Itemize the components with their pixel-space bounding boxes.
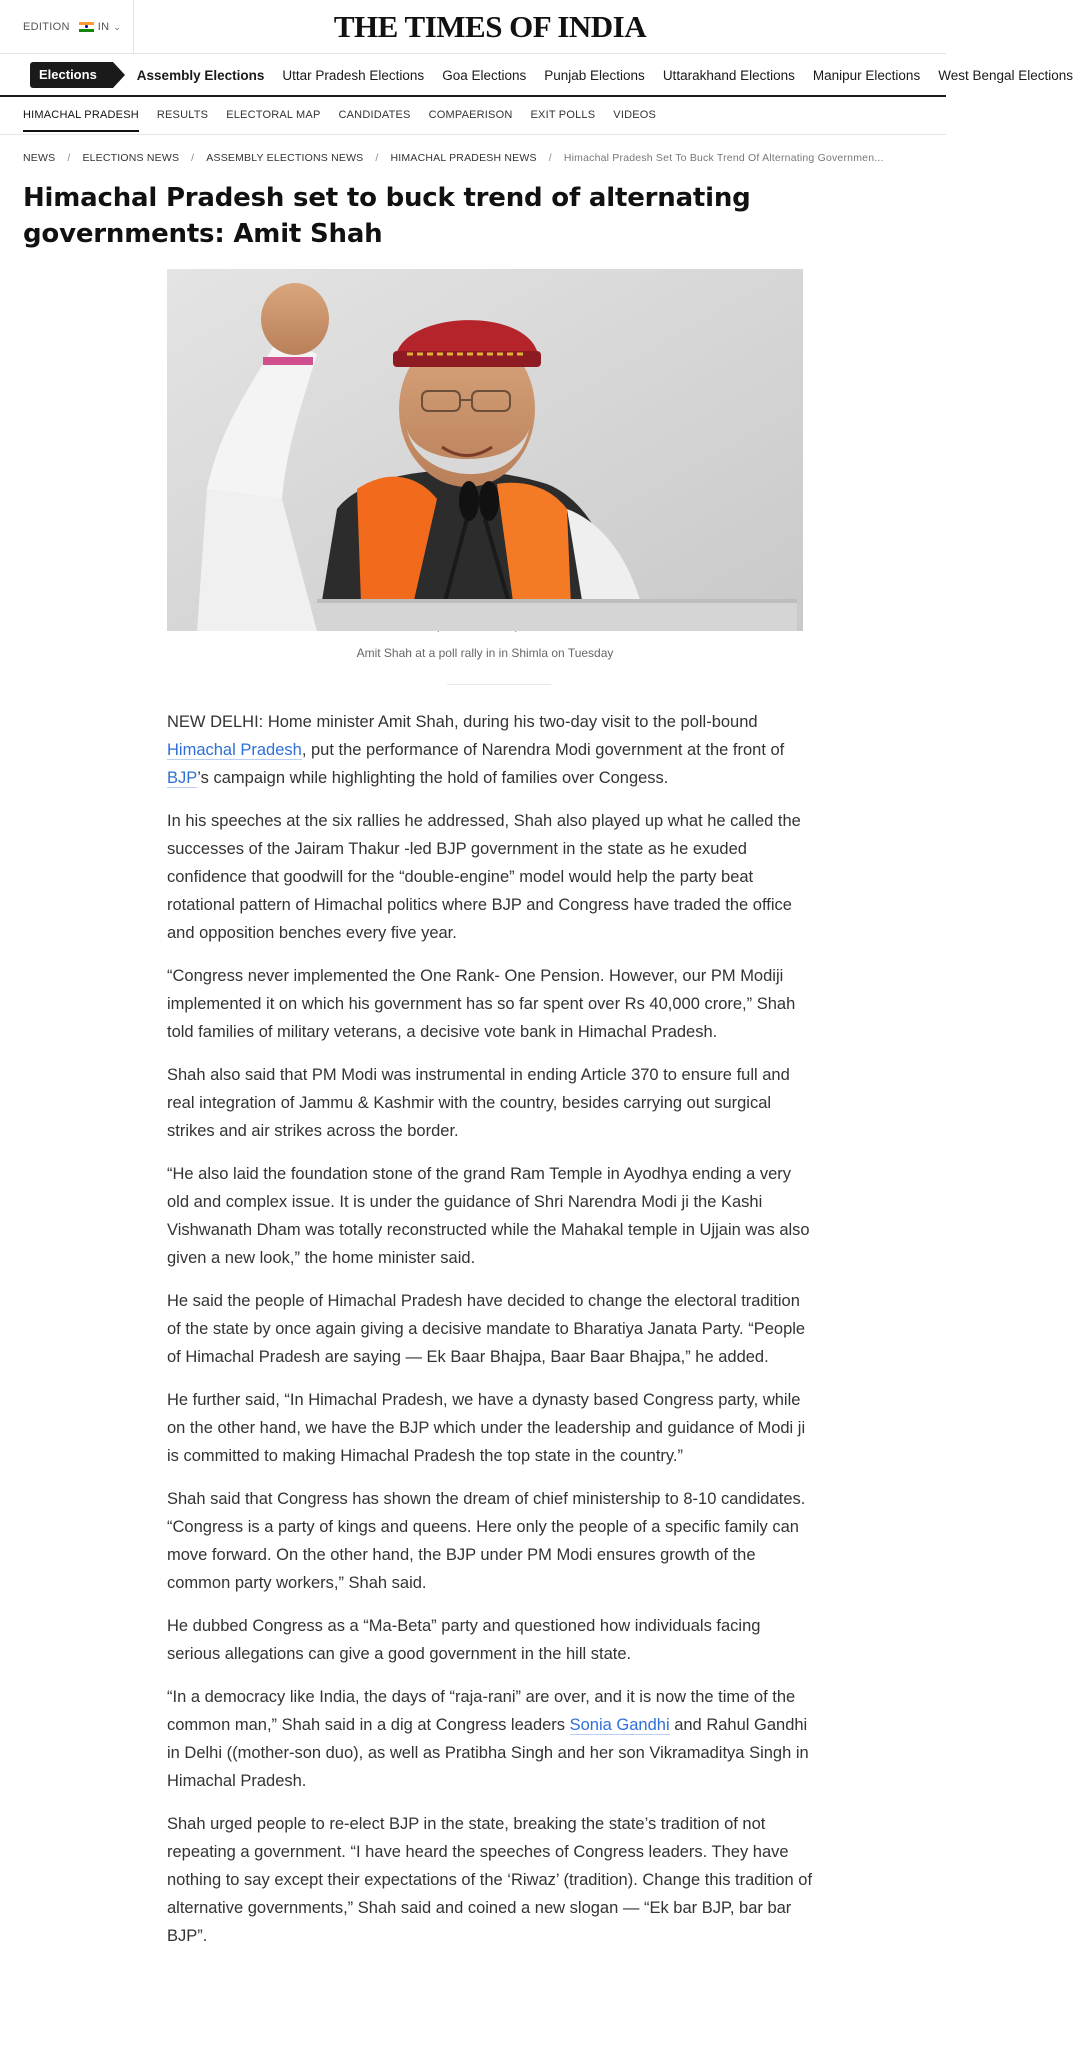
headline-line-2: governments: Amit Shah [23, 219, 383, 249]
paragraph-9: He dubbed Congress as a “Ma-Beta” party and questioned how individuals facing serious allegations can give a good government in the hill state. [167, 1617, 761, 1663]
breadcrumb-himachal-pradesh-news[interactable]: HIMACHAL PRADESH NEWS [390, 152, 537, 164]
breadcrumb-current: Himachal Pradesh Set To Buck Trend Of Alternating Governmen... [563, 152, 884, 164]
paragraph-5: “He also laid the foundation stone of the grand Ram Temple in Ayodhya ending a very old and complex issue. It is under the guidance of Shri Narendra Modi ji the Kashi Vishwanath Dham was totally reconstructed while the Mahakal temple in Ujjain was also given a new look,” the home minister said. [167, 1165, 810, 1267]
paragraph-1-text-b: , put the performance of Narendra Modi government at the front of [301, 741, 785, 759]
breadcrumb-separator: / [548, 152, 552, 164]
edition-label: EDITION [23, 21, 70, 33]
bjp-link[interactable]: BJP [167, 769, 198, 787]
paragraph-3: “Congress never implemented the One Rank- One Pension. However, our PM Modiji implemented it on which his government has so far spent over Rs 40,000 crore,” Shah told families of military veterans, a decisive vote bank in Himachal Pradesh. [167, 967, 796, 1041]
sonia-gandhi-link[interactable]: Sonia Gandhi [569, 1716, 670, 1734]
nav-item-manipur[interactable]: Manipur Elections [812, 67, 921, 83]
subnav-divider [0, 134, 946, 135]
paragraph-1-text-a: NEW DELHI: Home minister Amit Shah, during his two-day visit to the poll-bound [167, 713, 758, 731]
paragraph-7: He further said, “In Himachal Pradesh, we have a dynasty based Congress party, while on the other hand, we have the BJP which under the leadership and guidance of Modi ji is committed to making Himachal Pradesh the top state in the country.” [167, 1391, 806, 1465]
tab-exit-polls[interactable]: EXIT POLLS [530, 109, 596, 121]
breadcrumb-separator: / [375, 152, 379, 164]
speaker-photo-illustration [167, 269, 803, 631]
nav-item-goa[interactable]: Goa Elections [442, 67, 527, 83]
headline-line-1: Himachal Pradesh set to buck trend of alternating [23, 183, 751, 213]
breadcrumb-assembly-elections-news[interactable]: ASSEMBLY ELECTIONS NEWS [206, 152, 364, 164]
himachal-pradesh-link[interactable]: Himachal Pradesh [167, 741, 302, 759]
caption-divider [447, 684, 551, 685]
tab-videos[interactable]: VIDEOS [613, 109, 657, 121]
site-logo[interactable] [0, 9, 946, 45]
tab-electoral-map[interactable]: ELECTORAL MAP [226, 109, 321, 121]
tab-results[interactable]: RESULTS [156, 109, 209, 121]
site-logo-text: THE TIMES OF INDIA [333, 9, 647, 44]
tab-candidates[interactable]: CANDIDATES [338, 109, 411, 121]
paragraph-4: Shah also said that PM Modi was instrumental in ending Article 370 to ensure full and real integration of Jammu & Kashmir with the country, besides carrying out surgical strikes and air strikes across the border. [167, 1066, 790, 1140]
paragraph-10 [167, 1683, 817, 1795]
paragraph-1 [167, 708, 817, 792]
paragraph-2: In his speeches at the six rallies he addressed, Shah also played up what he called the successes of the Jairam Thakur -led BJP government in the state as he exuded confidence that goodwill for the “double-engine” model would help the party beat rotational pattern of Himachal politics where BJP and Congress have traded the office and opposition benches every five year. [167, 812, 801, 942]
nav-item-west-bengal[interactable]: West Bengal Elections [938, 67, 1073, 83]
breadcrumb-separator: / [191, 152, 195, 164]
breadcrumb-elections-news[interactable]: ELECTIONS NEWS [82, 152, 180, 164]
tab-himachal-pradesh[interactable]: HIMACHAL PRADESH [23, 98, 139, 132]
edition-value: IN [97, 21, 110, 33]
nav-item-assembly-elections[interactable]: Assembly Elections [136, 67, 265, 83]
lead-image [167, 269, 803, 631]
paragraph-10-text-a: “In a democracy like India, the days of “raja-rani” are over, and it is now the time of the common man,” Shah said in a dig at Congress leaders [167, 1688, 796, 1734]
paragraph-11: Shah urged people to re-elect BJP in the state, breaking the state’s tradition of not repeating a government. “I have heard the speeches of Congress leaders. They have nothing to say except their expectations of the ‘Riwaz’ (tradition). Change this tradition of alternative governments,” Shah said and coined a new slogan — “Ek bar BJP, bar bar BJP”. [167, 1815, 813, 1945]
breadcrumb-news[interactable]: NEWS [23, 152, 56, 164]
tab-comparison[interactable]: COMPAERISON [428, 109, 513, 121]
nav-item-punjab[interactable]: Punjab Elections [544, 67, 645, 83]
nav-item-uttarakhand[interactable]: Uttarakhand Elections [662, 67, 795, 83]
edition-selector[interactable] [0, 0, 134, 54]
nav-item-uttar-pradesh[interactable]: Uttar Pradesh Elections [282, 67, 425, 83]
paragraph-6: He said the people of Himachal Pradesh have decided to change the electoral tradition of the state by once again giving a decisive mandate to Bharatiya Janata Party. “People of Himachal Pradesh are saying — Ek Baar Bhajpa, Baar Baar Bhajpa,” he added. [167, 1292, 806, 1366]
page-title [23, 180, 823, 252]
chevron-down-icon: ⌄ [113, 21, 122, 32]
image-caption: Amit Shah at a poll rally in in Shimla on Tuesday [356, 646, 614, 660]
paragraph-8: Shah said that Congress has shown the dream of chief ministership to 8-10 candidates. “Congress is a party of kings and queens. Here only the people of a specific family can move forward. On the other hand, the BJP under PM Modi ensures growth of the common party workers,” Shah said. [167, 1490, 806, 1592]
article-body [167, 708, 817, 1965]
elections-tag[interactable]: Elections [30, 62, 113, 88]
paragraph-1-text-c: ’s campaign while highlighting the hold of families over Congess. [197, 769, 669, 787]
breadcrumb [23, 152, 884, 164]
top-bar [0, 0, 946, 54]
india-flag-icon [79, 22, 94, 32]
state-subnav [23, 98, 674, 132]
paragraph-10-text-b: and Rahul Gandhi in Delhi ((mother-son duo), as well as Pratibha Singh and her son Vikramaditya Singh in Himachal Pradesh. [167, 1716, 809, 1790]
breadcrumb-separator: / [67, 152, 71, 164]
elections-nav [0, 55, 1073, 97]
